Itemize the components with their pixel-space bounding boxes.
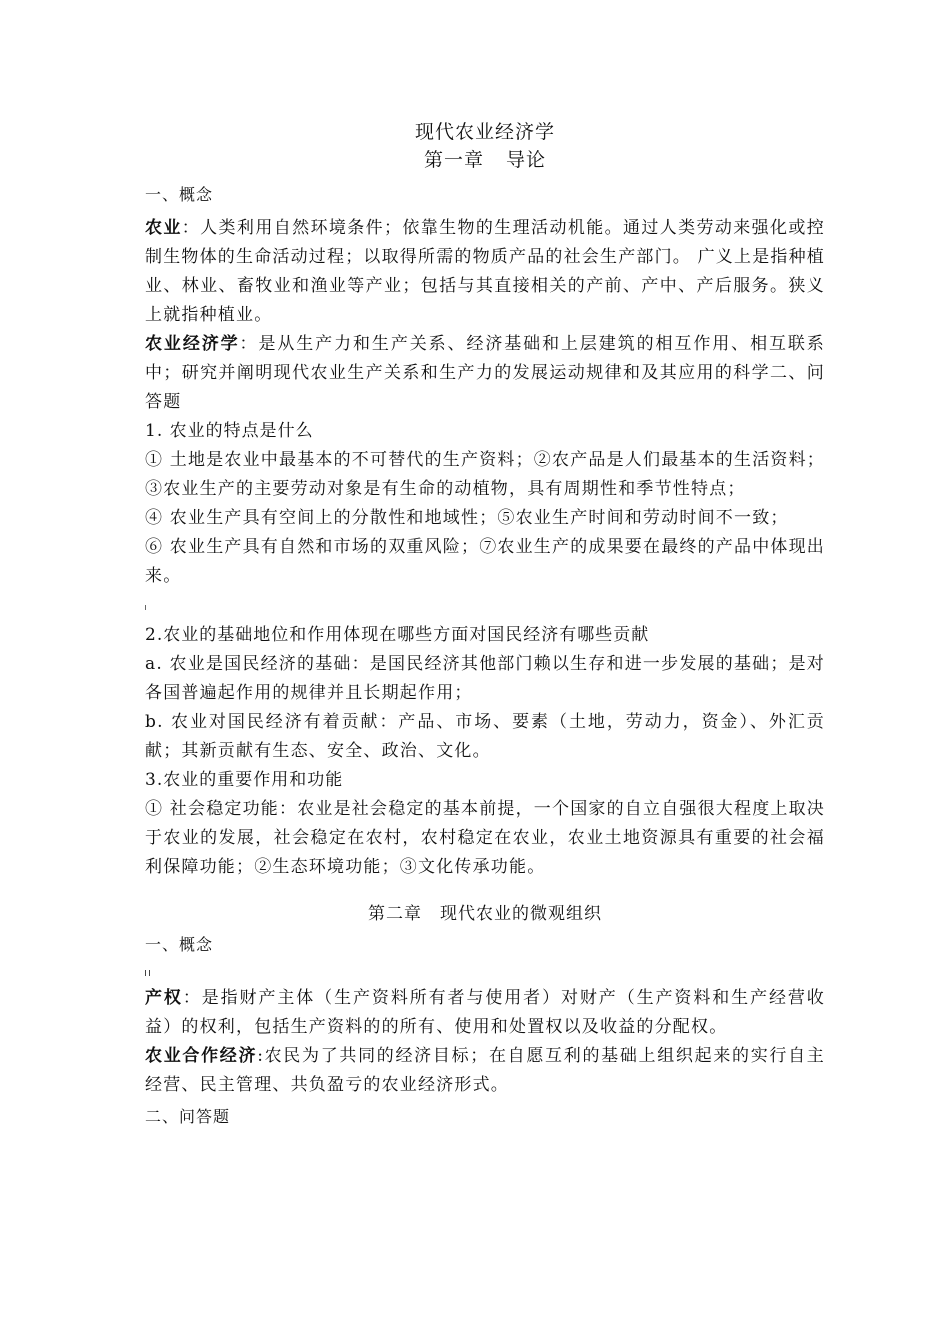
definition-agriculture-text: ：人类利用自然环境条件；依靠生物的生理活动机能。通过人类劳动来强化或控制生物体的生命活动过程；以取得所需的物质产品的社会生产部门。 广义上是指种植业、林业、畜牧业和渔业等产业；包括与其直接相关的产前、产中、产后服务。狭义上就指种植业。: [145, 218, 826, 325]
blank-line-mark-2: [145, 964, 825, 984]
section-2-concepts-heading: 一、概念: [145, 935, 214, 954]
answer-2-b: b. 农业对国民经济有着贡献：产品、市场、要素（土地，劳动力，资金）、外汇贡献；其新贡献有生态、安全、政治、文化。: [145, 712, 825, 761]
definition-agriculture: [145, 214, 825, 330]
definition-cooperative-economy: [145, 1042, 825, 1100]
definition-property-rights: [145, 984, 825, 1042]
answer-1-part-1: ① 土地是农业中最基本的不可替代的生产资料；②农产品是人们最基本的生活资料；③农业生产的主要劳动对象是有生命的动植物，具有周期性和季节性特点；: [145, 450, 826, 499]
definition-cooperative-economy-text: :农民为了共同的经济目标；在自愿互利的基础上组织起来的实行自主经营、民主管理、共负盈亏的农业经济形式。: [145, 1046, 825, 1095]
question-3: 3.农业的重要作用和功能: [145, 770, 344, 790]
definition-agri-economics-text: ：是从生产力和生产关系、经济基础和上层建筑的相互作用、相互联系中；研究并阐明现代农业生产关系和生产力的发展运动规律和及其应用的科学二、问答题: [145, 334, 825, 412]
chapter-1-number: 第一章: [423, 149, 484, 171]
chapter-2-number: 第二章: [368, 904, 422, 924]
answer-2-a: a. 农业是国民经济的基础：是国民经济其他部门赖以生存和进一步发展的基础；是对各国普遍起作用的规律并且长期起作用；: [145, 654, 825, 703]
chapter-1-name: 导论: [506, 149, 547, 171]
document-title: 现代农业经济学: [414, 121, 555, 143]
question-2: 2.农业的基础地位和作用体现在哪些方面对国民经济有哪些贡献: [145, 625, 650, 645]
term-property-rights: 产权: [145, 988, 183, 1008]
definition-agri-economics: [145, 330, 825, 417]
term-cooperative-economy: 农业合作经济: [145, 1046, 258, 1066]
term-agriculture: 农业: [145, 218, 182, 238]
blank-line-mark: [145, 591, 825, 621]
chapter-2-name: 现代农业的微观组织: [440, 904, 602, 924]
section-2-qa-heading: 二、问答题: [145, 1107, 231, 1126]
chapter-2-heading: [145, 900, 825, 928]
answer-3: ① 社会稳定功能：农业是社会稳定的基本前提，一个国家的自立自强很大程度上取决于农业的发展，社会稳定在农村，农村稳定在农业，农业土地资源具有重要的社会福利保障功能；②生态环境功能；③文化传承功能。: [145, 799, 826, 877]
document-page: [145, 118, 825, 1136]
chapter-1-heading: [145, 146, 825, 174]
answer-1-part-2: ④ 农业生产具有空间上的分散性和地域性；⑤农业生产时间和劳动时间不一致；: [145, 508, 789, 528]
term-agri-economics: 农业经济学: [145, 334, 240, 354]
section-concepts-heading: 一、概念: [145, 185, 214, 204]
definition-property-rights-text: ：是指财产主体（生产资料所有者与使用者）对财产（生产资料和生产经营收益）的权利，包括生产资料的的所有、使用和处置权以及收益的分配权。: [145, 988, 825, 1037]
question-1: 1. 农业的特点是什么: [145, 421, 314, 441]
answer-1-part-3: ⑥ 农业生产具有自然和市场的双重风险；⑦农业生产的成果要在最终的产品中体现出来。: [145, 537, 826, 586]
